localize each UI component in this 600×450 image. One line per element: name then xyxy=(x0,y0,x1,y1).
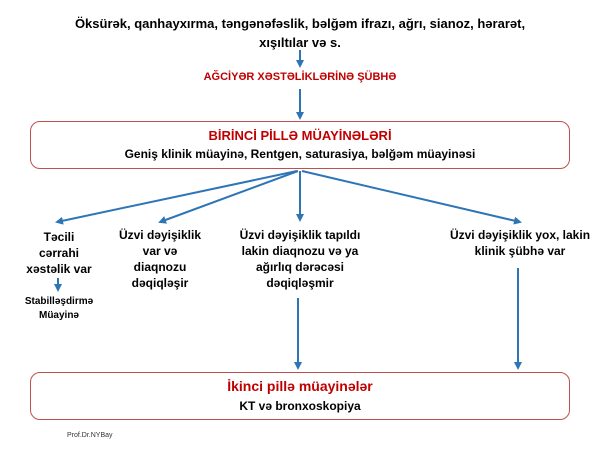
branch-no-organic-change-clinical-suspicion xyxy=(440,227,600,259)
branch-4-line-2: klinik şübhə var xyxy=(474,244,566,258)
second-stage-box xyxy=(30,372,570,420)
second-stage-subtitle: KT və bronxoskopiya xyxy=(239,399,361,413)
stabilization-line-1: Stabilləşdirmə xyxy=(24,296,94,307)
branch-2-line-1: Üzvi dəyişiklik xyxy=(118,228,202,242)
branch-organic-change-undiagnosed xyxy=(225,227,375,291)
symptoms-text xyxy=(20,14,580,52)
symptoms-line-2: xışıltılar və s. xyxy=(259,35,341,50)
second-stage-title: İkinci pillə müayinələr xyxy=(227,378,373,394)
arrow-to-branch-1 xyxy=(57,171,297,222)
branch-1-line-3: xəstəlik var xyxy=(26,262,92,276)
symptoms-line-1: Öksürək, qanhayxırma, təngənəfəslik, bəlğəm ifrazı, ağrı, sianoz, hərarət, xyxy=(74,16,526,31)
branch-3-line-1: Üzvi dəyişiklik tapıldı xyxy=(239,228,361,242)
branch-3-line-2: lakin diaqnozu və ya xyxy=(241,244,359,258)
branch-4-line-1: Üzvi dəyişiklik yox, lakin xyxy=(449,228,591,242)
author-credit: Prof.Dr.NYBay xyxy=(67,432,113,439)
first-stage-title: BİRİNCİ PİLLƏ MÜAYİNƏLƏRİ xyxy=(208,128,392,143)
branch-3-line-4: dəqiqləşmir xyxy=(266,276,334,290)
stabilization-text xyxy=(14,295,104,323)
stabilization-line-2: Müayinə xyxy=(38,310,79,321)
first-stage-subtitle: Geniş klinik müayinə, Rentgen, saturasiya, bəlğəm müayinəsi xyxy=(124,147,476,161)
branch-2-line-4: dəqiqləşir xyxy=(131,276,189,290)
branch-1-line-2: cərrahi xyxy=(38,246,80,260)
branch-3-line-3: ağırlıq dərəcəsi xyxy=(255,260,345,274)
branch-emergency-surgery xyxy=(18,229,100,277)
branch-2-line-3: diaqnozu xyxy=(133,260,187,274)
branch-2-line-2: var və xyxy=(142,244,178,258)
branch-organic-change-diagnosed xyxy=(105,227,215,291)
first-stage-box xyxy=(30,121,570,169)
suspicion-label: AĞCİYƏR XƏSTƏLİKLƏRİNƏ ŞÜBHƏ xyxy=(203,71,397,83)
arrow-to-branch-4 xyxy=(302,171,520,222)
branch-1-line-1: Təcili xyxy=(43,230,75,244)
